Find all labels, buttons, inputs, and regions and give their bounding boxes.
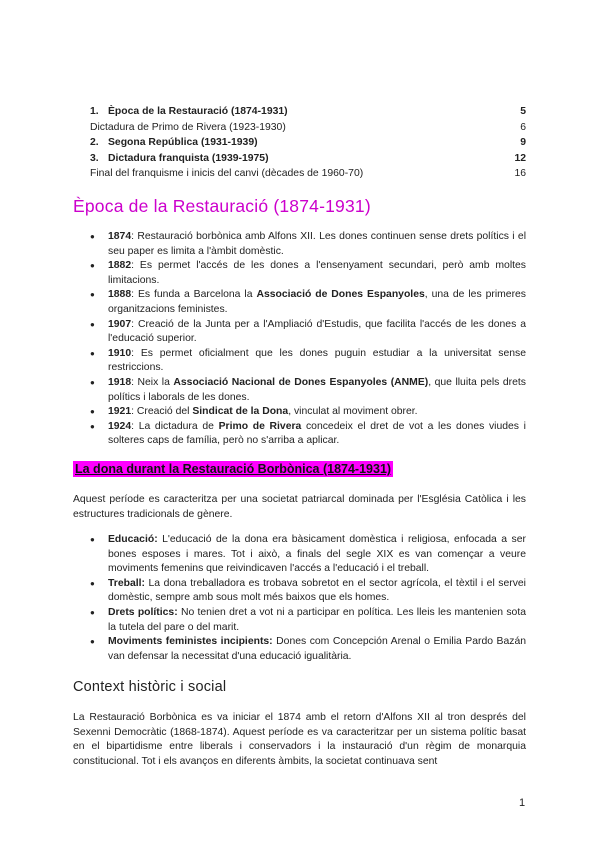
timeline-text: : Creació del [131,406,193,418]
timeline-year: 1882 [108,260,132,272]
aspect-text: L'educació de la dona era bàsicament domèstica i religiosa, enfocada a ser bones esposes i mares. Tot i això, a finals del segle XIX es van començar a veure moviments femenins que reivindicaven l'accés a l'educació i el treball. [108,534,526,575]
aspects-list [90,533,526,664]
aspect-item [90,577,526,606]
timeline-year: 1874 [108,231,132,242]
toc-entry-label: Dictadura franquista (1939-1975) [108,152,269,164]
toc-entry-label: Dictadura de Primo de Rivera (1923-1930) [90,121,286,133]
highlighted-heading: La dona durant la Restauració Borbònica (1874-1931) [75,462,392,476]
timeline-year: 1888 [108,289,132,301]
toc-entry[interactable] [90,120,526,136]
toc-entry[interactable] [90,166,526,182]
toc-entry-page: 16 [514,168,526,179]
aspect-text: No tenien dret a vot ni a participar en política. Les lleis les mantenien sota la tutela del pare o del marit. [108,606,526,633]
context-paragraph: La Restauració Borbònica es va iniciar el 1874 amb el retorn d'Alfons XII al tron després del Sexenni Democràtic (1868-1874). Aquest període es va caracteritzar per un sistema polític basat en el bipartidisme entre liberals i conservadors i la instauració d'un règim de monarquia constitucional. Tot i els avanços en diferents àmbits, la societat continuava sent [73,712,526,767]
toc-entry-label: Segona República (1931-1939) [108,137,258,148]
timeline-emphasis: Associació Nacional de Dones Espanyoles (ANME) [173,376,429,388]
aspect-text: La dona treballadora es trobava sobretot en el sector agrícola, el tèxtil i el servei domèstic, sempre amb sous molt més baixos que els homes. [108,577,526,604]
timeline-text: : Creació de la Junta per a l'Ampliació d'Estudis, que facilita l'accés de les dones a l'educació superior. [108,318,526,345]
timeline-text: : La dictadura de [131,420,219,432]
table-of-contents [90,104,526,182]
toc-entry-label-wrap [90,104,288,120]
timeline-text: : Neix la [131,376,174,388]
toc-entry-page: 9 [520,137,526,148]
aspect-term: Moviments feministes incipients: [108,636,273,648]
toc-entry-number: 2. [90,137,99,148]
context-heading: Context històric i social [73,679,227,695]
timeline-year: 1918 [108,376,132,388]
timeline-text: concedeix el dret de vot a les dones viudes i solteres caps de família, però no s'arriba a aplicar. [108,420,526,447]
timeline-year: 1924 [108,420,132,432]
timeline-year: 1910 [108,347,132,359]
timeline-item [90,259,526,288]
timeline-text: , que lluita pels drets polítics i laborals de les dones. [108,376,526,403]
timeline-text: : Es permet l'accés de les dones a l'ensenyament secundari, però amb moltes limitacions. [108,260,526,286]
highlighted-heading-wrap [73,460,393,478]
toc-entry-page: 5 [520,106,526,117]
timeline-item [90,318,526,347]
intro-paragraph: Aquest període es caracteritza per una societat patriarcal dominada per l'Església Catòlica i les estructures tradicionals de gènere. [73,494,526,520]
aspect-item [90,533,526,577]
timeline-item [90,230,526,259]
toc-entry[interactable] [90,104,526,120]
aspect-text: Dones com Concepción Arenal o Emilia Pardo Bazán van defensar la necessitat d'una educació igualitària. [108,636,526,662]
toc-entry-number: 1. [90,106,99,117]
toc-entry-label-wrap [90,135,258,151]
toc-entry-label-wrap [90,151,269,167]
timeline-item [90,347,526,376]
section-title: Època de la Restauració (1874-1931) [73,196,371,216]
timeline-emphasis: Primo de Rivera [218,420,302,432]
toc-entry-label-wrap [90,120,286,136]
toc-entry[interactable] [90,135,526,151]
timeline-item [90,288,526,317]
timeline-item [90,376,526,405]
toc-entry-label: Època de la Restauració (1874-1931) [108,106,288,117]
timeline-item [90,405,526,420]
aspect-term: Treball: [108,577,145,589]
timeline-text: , vinculat al moviment obrer. [288,406,418,418]
toc-entry-label-wrap [90,166,363,182]
aspect-item [90,606,526,635]
timeline-year: 1921 [108,406,132,418]
aspect-term: Educació: [108,534,158,545]
aspect-item [90,635,526,664]
timeline-list [90,230,526,449]
timeline-text: : Restauració borbònica amb Alfons XII. Les dones continuen sense drets polítics i el seu paper es limita a l'àmbit domèstic. [108,231,526,257]
toc-entry-number: 3. [90,152,99,164]
page-number: 1 [519,797,526,809]
timeline-text: , una de les primeres organitzacions feministes. [108,289,526,315]
timeline-emphasis: Associació de Dones Espanyoles [256,289,425,301]
timeline-item [90,420,526,449]
toc-entry-label: Final del franquisme i inicis del canvi (dècades de 1960-70) [90,168,364,179]
timeline-text: : Es permet oficialment que les dones puguin estudiar a la universitat sense restriccions. [108,347,526,374]
timeline-emphasis: Sindicat de la Dona [192,406,289,418]
toc-entry-page: 12 [514,152,526,164]
toc-entry[interactable] [90,151,526,167]
aspect-term: Drets polítics: [108,606,178,618]
timeline-text: : Es funda a Barcelona la [131,289,257,301]
toc-entry-page: 6 [520,121,526,133]
timeline-year: 1907 [108,318,132,330]
